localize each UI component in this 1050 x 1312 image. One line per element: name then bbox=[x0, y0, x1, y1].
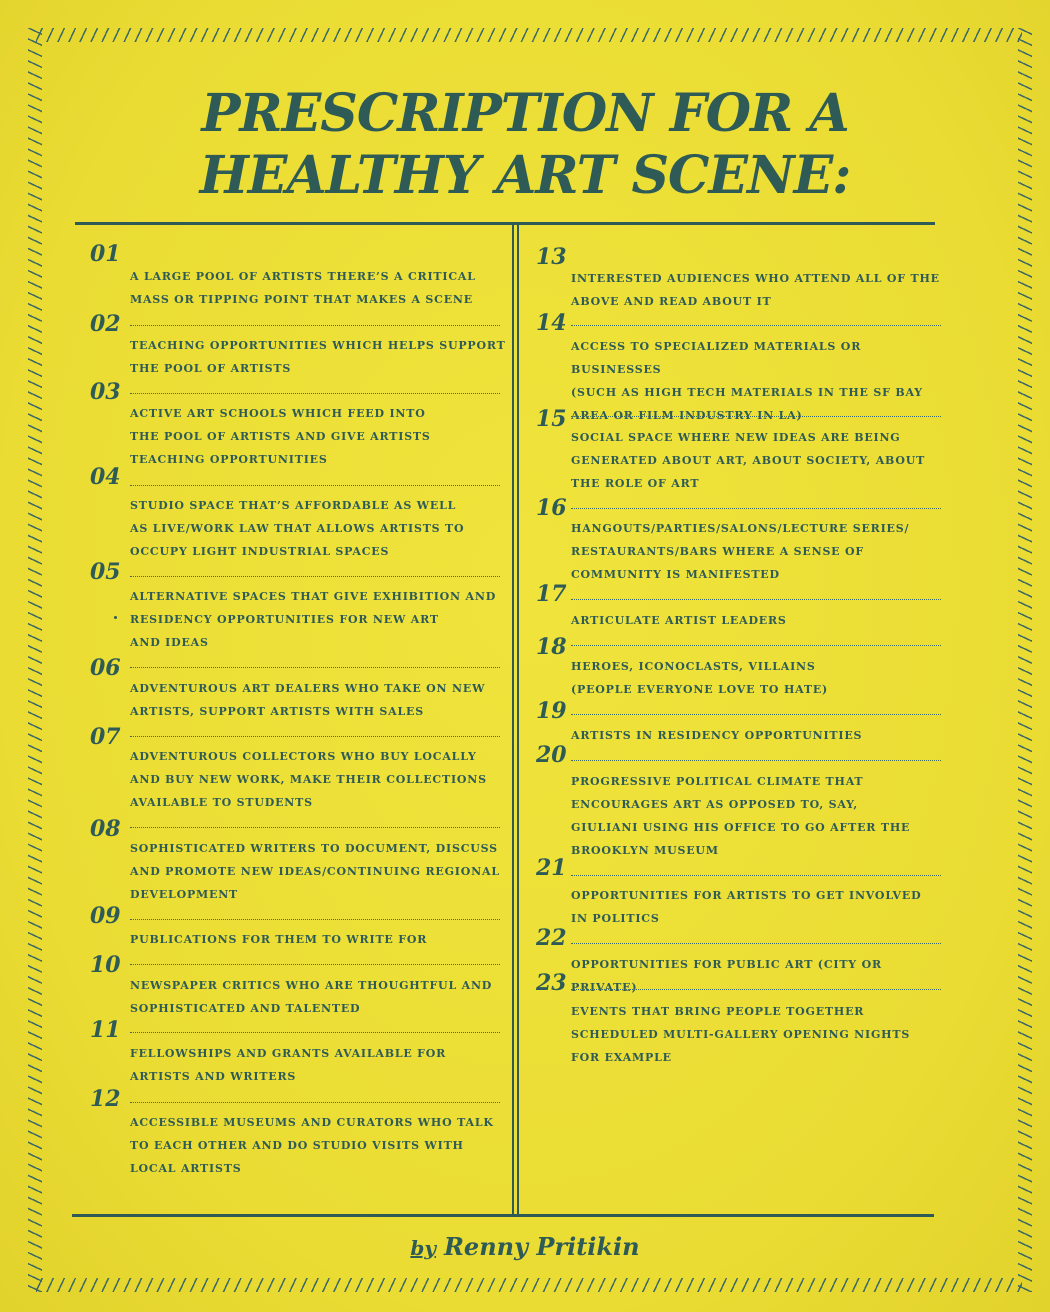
item-number: 17 bbox=[536, 581, 567, 607]
item-text: NEWSPAPER CRITICS WHO ARE THOUGHTFUL AND SOPHISTICATED AND TALENTED bbox=[130, 979, 493, 1015]
item-number: 01 bbox=[90, 241, 121, 267]
item-number: 22 bbox=[536, 925, 567, 951]
dotted-leader bbox=[130, 827, 500, 828]
dotted-leader bbox=[571, 599, 941, 600]
dotted-leader bbox=[130, 919, 500, 920]
byline-author: Renny Pritikin bbox=[443, 1232, 640, 1261]
dotted-leader bbox=[130, 667, 500, 668]
dotted-leader bbox=[571, 943, 941, 944]
dotted-leader bbox=[571, 714, 941, 715]
dotted-leader bbox=[571, 875, 941, 876]
stray-dot bbox=[114, 616, 117, 619]
border-hatch-top bbox=[36, 28, 1022, 42]
item-number: 04 bbox=[90, 464, 121, 490]
item-text: HANGOUTS/PARTIES/SALONS/LECTURE SERIES/ RESTAURANTS/BARS WHERE A SENSE OF COMMUNITY IS MANIFESTED bbox=[571, 522, 910, 581]
dotted-leader bbox=[130, 1102, 500, 1103]
item-number: 03 bbox=[90, 379, 121, 405]
dotted-leader bbox=[571, 416, 941, 417]
item-number: 14 bbox=[536, 310, 567, 336]
dotted-leader bbox=[571, 760, 941, 761]
item-text: ACCESSIBLE MUSEUMS AND CURATORS WHO TALK TO EACH OTHER AND DO STUDIO VISITS WITH LOCAL ARTISTS bbox=[130, 1116, 494, 1175]
item-text: ADVENTUROUS COLLECTORS WHO BUY LOCALLY AND BUY NEW WORK, MAKE THEIR COLLECTIONS AVAILABLE TO STUDENTS bbox=[130, 750, 487, 809]
byline-prefix: by bbox=[410, 1236, 436, 1260]
item-text: PUBLICATIONS FOR THEM TO WRITE FOR bbox=[130, 933, 428, 946]
item-number: 19 bbox=[536, 698, 567, 724]
item-number: 15 bbox=[536, 406, 567, 432]
item-text: PROGRESSIVE POLITICAL CLIMATE THAT ENCOURAGES ART AS OPPOSED TO, SAY, GIULIANI USING HIS OFFICE TO GO AFTER THE BROOKLYN MUSEUM bbox=[571, 775, 911, 857]
item-text: ALTERNATIVE SPACES THAT GIVE EXHIBITION AND RESIDENCY OPPORTUNITIES FOR NEW ART AND IDEAS bbox=[130, 590, 497, 649]
dotted-leader bbox=[130, 736, 500, 737]
title-line-1: PRESCRIPTION FOR A bbox=[201, 83, 849, 144]
item-number: 08 bbox=[90, 816, 121, 842]
item-number: 06 bbox=[90, 655, 121, 681]
dotted-leader bbox=[130, 485, 500, 486]
item-text: SOCIAL SPACE WHERE NEW IDEAS ARE BEING GENERATED ABOUT ART, ABOUT SOCIETY, ABOUT THE ROLE OF ART bbox=[571, 431, 926, 490]
item-number: 12 bbox=[90, 1086, 121, 1112]
byline bbox=[0, 1232, 1050, 1261]
dotted-leader bbox=[130, 393, 500, 394]
bottom-rule bbox=[72, 1214, 934, 1217]
item-number: 18 bbox=[536, 634, 567, 660]
border-hatch-right bbox=[1018, 28, 1032, 1292]
dotted-leader bbox=[130, 1032, 500, 1033]
dotted-leader bbox=[130, 964, 500, 965]
item-text: SOPHISTICATED WRITERS TO DOCUMENT, DISCUSS AND PROMOTE NEW IDEAS/CONTINUING REGIONAL DEVELOPMENT bbox=[130, 842, 500, 901]
item-number: 10 bbox=[90, 952, 121, 978]
item-text: ADVENTUROUS ART DEALERS WHO TAKE ON NEW ARTISTS, SUPPORT ARTISTS WITH SALES bbox=[130, 682, 486, 718]
item-text: ACCESS TO SPECIALIZED MATERIALS OR BUSINESSES (SUCH AS HIGH TECH MATERIALS IN THE SF BAY AREA OR FILM INDUSTRY IN LA) bbox=[571, 340, 923, 422]
border-hatch-left bbox=[28, 28, 42, 1292]
dotted-leader bbox=[130, 325, 500, 326]
item-text: ARTICULATE ARTIST LEADERS bbox=[571, 614, 787, 627]
item-text: INTERESTED AUDIENCES WHO ATTEND ALL OF THE ABOVE AND READ ABOUT IT bbox=[571, 272, 940, 308]
item-text: FELLOWSHIPS AND GRANTS AVAILABLE FOR ARTISTS AND WRITERS bbox=[130, 1047, 447, 1083]
item-number: 05 bbox=[90, 559, 121, 585]
dotted-leader bbox=[571, 508, 941, 509]
item-text: EVENTS THAT BRING PEOPLE TOGETHER SCHEDULED MULTI-GALLERY OPENING NIGHTS FOR EXAMPLE bbox=[571, 1005, 911, 1064]
column-divider bbox=[512, 224, 519, 1214]
item-number: 09 bbox=[90, 903, 121, 929]
dotted-leader bbox=[571, 645, 941, 646]
item-number: 23 bbox=[536, 970, 567, 996]
item-number: 21 bbox=[536, 855, 567, 881]
item-number: 13 bbox=[536, 244, 567, 270]
border-hatch-bottom bbox=[36, 1278, 1022, 1292]
item-text: HEROES, ICONOCLASTS, VILLAINS (PEOPLE EVERYONE LOVE TO HATE) bbox=[571, 660, 829, 696]
item-number: 11 bbox=[90, 1017, 121, 1043]
item-text: TEACHING OPPORTUNITIES WHICH HELPS SUPPORT THE POOL OF ARTISTS bbox=[130, 339, 506, 375]
item-text: OPPORTUNITIES FOR ARTISTS TO GET INVOLVED IN POLITICS bbox=[571, 889, 922, 925]
item-text: A LARGE POOL OF ARTISTS THERE’S A CRITICAL MASS OR TIPPING POINT THAT MAKES A SCENE bbox=[130, 270, 476, 306]
dotted-leader bbox=[130, 576, 500, 577]
title-line-2: HEALTHY ART SCENE: bbox=[199, 145, 851, 206]
top-rule bbox=[75, 222, 935, 225]
item-text: STUDIO SPACE THAT’S AFFORDABLE AS WELL AS LIVE/WORK LAW THAT ALLOWS ARTISTS TO OCCUPY LIGHT INDUSTRIAL SPACES bbox=[130, 499, 465, 558]
dotted-leader bbox=[571, 325, 941, 326]
item-number: 20 bbox=[536, 742, 567, 768]
item-number: 02 bbox=[90, 311, 121, 337]
item-number: 16 bbox=[536, 495, 567, 521]
item-text: ACTIVE ART SCHOOLS WHICH FEED INTO THE POOL OF ARTISTS AND GIVE ARTISTS TEACHING OPPORTUNITIES bbox=[130, 407, 431, 466]
item-text: OPPORTUNITIES FOR PUBLIC ART (CITY OR PRIVATE) bbox=[571, 958, 882, 994]
item-text: ARTISTS IN RESIDENCY OPPORTUNITIES bbox=[571, 729, 863, 742]
item-number: 07 bbox=[90, 724, 121, 750]
dotted-leader bbox=[571, 989, 941, 990]
